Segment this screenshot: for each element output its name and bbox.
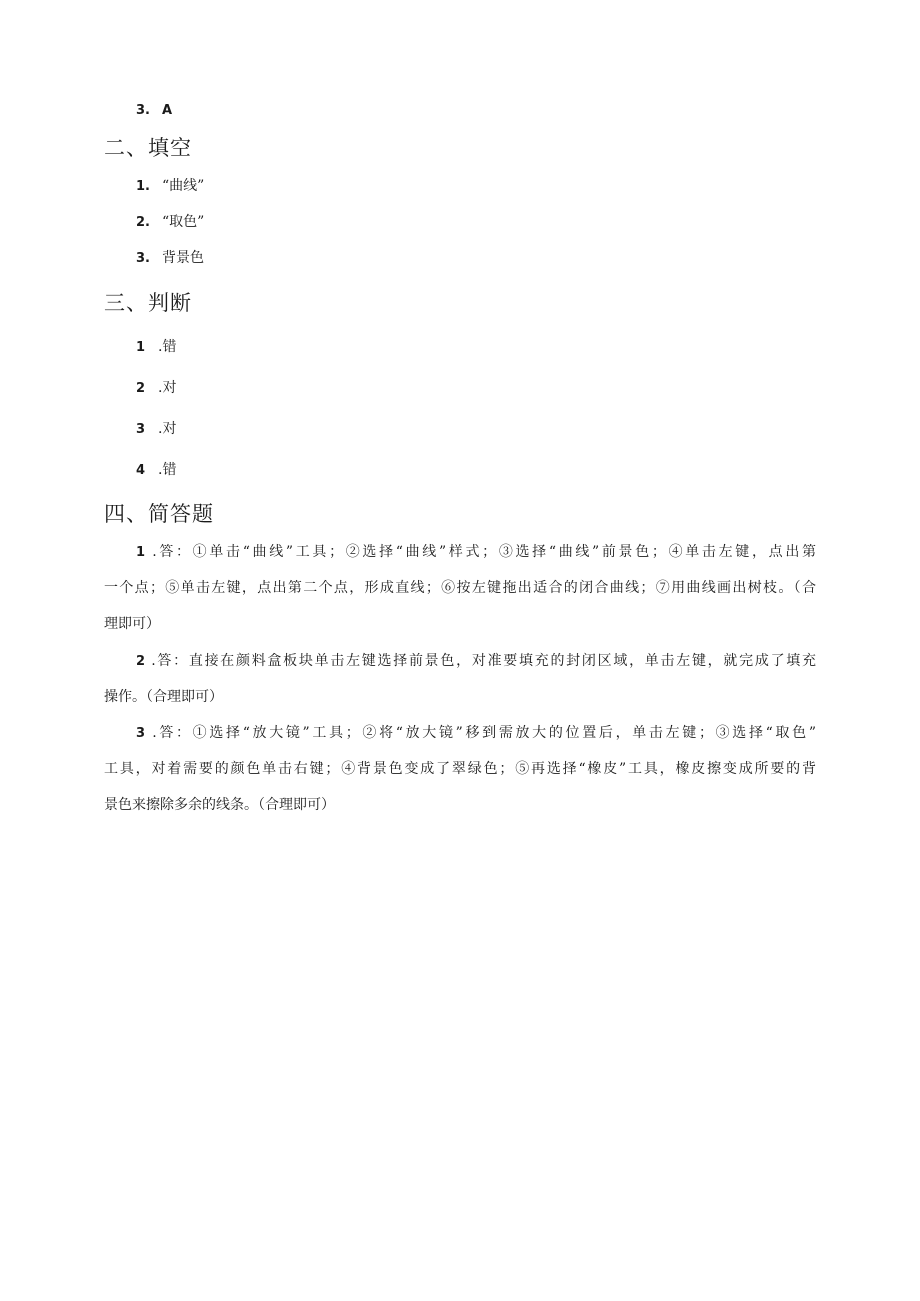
short-answer-2-number: 2 [136,654,146,669]
judge-answer-3-number: 3 [136,422,146,437]
judge-answer-3-text: .对 [158,421,177,437]
short-answer-1-line-2: 一个点；⑤单击左键，点出第二个点，形成直线；⑥按左键拖出适合的闭合曲线；⑦用曲线画出树枝。（合 [104,580,816,596]
fill-answer-1 [136,176,204,197]
section-heading-short: 四、简答题 [104,502,214,526]
short-answer-1-line-1: 1 .答：①单击“曲线”工具；②选择“曲线”样式；③选择“曲线”前景色；④单击左键，点出第 [136,544,816,560]
fill-answer-3-number: 3. [136,251,150,266]
short-answer-1-number: 1 [136,545,146,560]
short-answer-3-line-1: 3 .答：①选择“放大镜”工具；②将“放大镜”移到需放大的位置后，单击左键；③选择“取色” [136,725,816,741]
choice-answer-3-value: A [162,103,173,118]
fill-answer-2-number: 2. [136,215,150,230]
fill-answer-3 [136,248,204,269]
judge-answer-4 [136,460,176,481]
fill-answer-2-text: “取色” [162,214,205,230]
short-answer-3-line-2: 工具，对着需要的颜色单击右键；④背景色变成了翠绿色；⑤再选择“橡皮”工具，橡皮擦变成所要的背 [104,761,816,777]
judge-answer-4-text: .错 [158,462,177,478]
judge-answer-2 [136,378,176,399]
section-heading-judge: 三、判断 [104,291,192,315]
short-answer-3-line-3: 景色来擦除多余的线条。（合理即可） [104,797,335,813]
fill-answer-1-number: 1. [136,179,150,194]
short-answer-2-line-2: 操作。（合理即可） [104,689,223,705]
judge-answer-1-number: 1 [136,340,146,355]
short-answer-2-line-1: 2 .答：直接在颜料盒板块单击左键选择前景色，对准要填充的封闭区域，单击左键，就完成了填充 [136,653,817,669]
judge-answer-2-text: .对 [158,380,177,396]
fill-answer-3-text: 背景色 [162,250,204,266]
judge-answer-4-number: 4 [136,463,146,478]
fill-answer-2 [136,212,204,233]
choice-answer-3 [136,100,172,121]
section-heading-fill: 二、填空 [104,136,192,160]
short-answer-1 [104,534,816,642]
choice-answer-3-number: 3. [136,103,150,118]
fill-answer-1-text: “曲线” [162,178,205,194]
short-answer-3 [104,715,816,823]
judge-answer-1-text: .错 [158,339,177,355]
short-answer-1-line-3: 理即可） [104,616,160,632]
judge-answer-2-number: 2 [136,381,146,396]
judge-answer-1 [136,337,176,358]
judge-answer-3 [136,419,176,440]
short-answer-2 [104,643,816,715]
short-answer-3-number: 3 [136,726,146,741]
